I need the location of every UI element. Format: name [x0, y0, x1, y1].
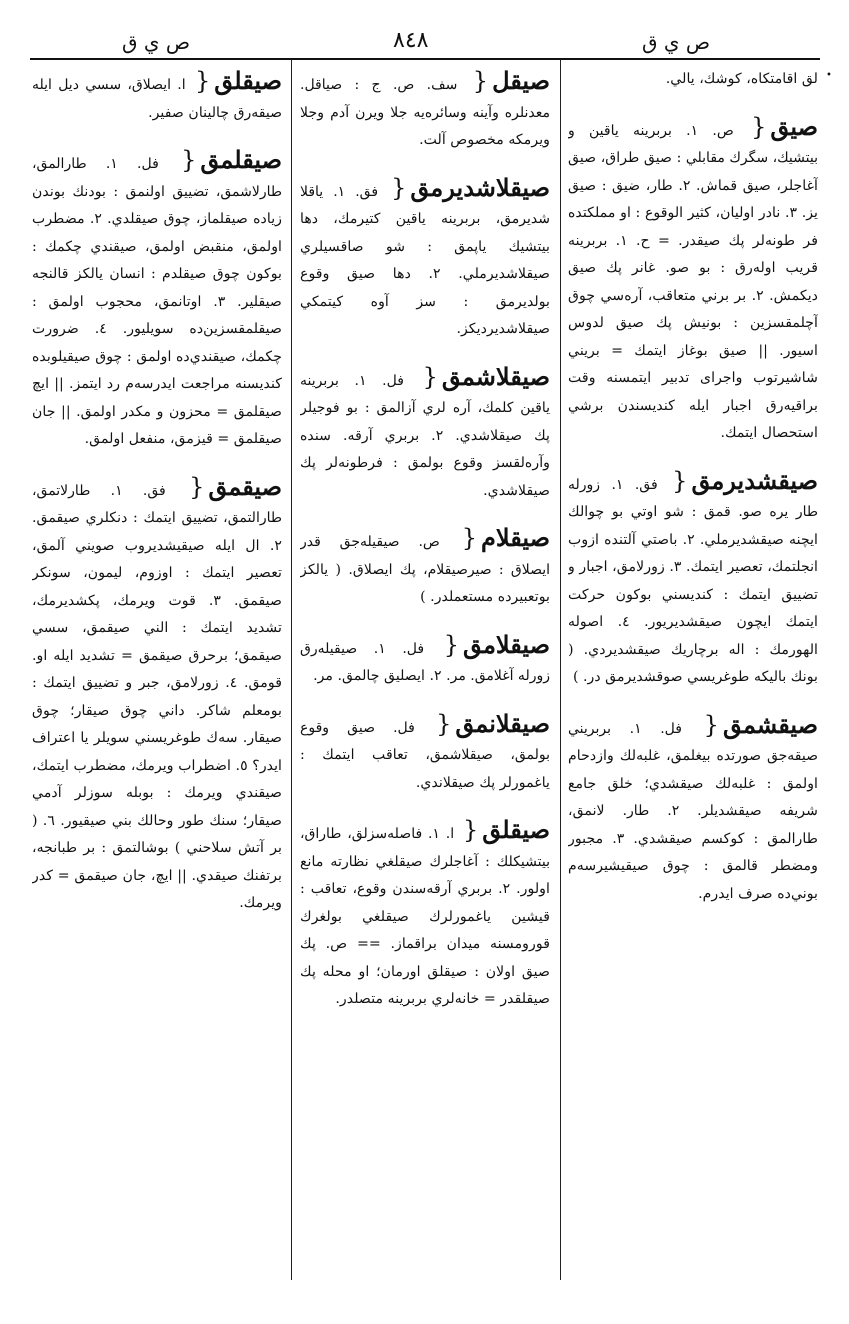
entry-intro: سف. ص. ج : صياقل. معدنلره وآينه وسائره‌يه — [300, 77, 550, 121]
entry-intro: فل. ١. بربرينه ياقين كلمك، آره — [300, 372, 550, 416]
brace-mark: { — [462, 816, 479, 844]
dictionary-entry — [300, 66, 550, 155]
entry-text: ايتمك : دنكلري صيقمق. ٢. ال ايله صيقيشديروب صويني آلمق، تعصير ايتمك : اوزوم، ليمون، سونكر صيقمق. ٣. قوت ويرمك، پكشديرمك، تشديد ايتمك : الني صيقمق، سسي صيقمق؛ برحرق صيقمق = تشديد ايله او. قومق. ٤. زورلامق، جبر و تضييق ايتمك : بومعلم شاكر. داني چوق صيقار؛ چوق صيقار. سه‌ك طوغريسني سويلر يا اعتراف ايدر؟ ٥. اضطراب ويرمك، مضطرب ايتمك، صيقندي ويرمك : بوبله سوزلر آدمي صيقار؛ سنك طور وحالك بني صيقيور. ٦. ( بر آتش سلاحني ) بوشالتمق : بر طبانجه، برتفنك صيقدي. || ايچ، جان صيقمق = كدر ويرمك. — [32, 510, 282, 911]
dictionary-entry — [300, 815, 550, 1014]
column-right — [568, 66, 818, 1296]
entry-text: تعاقب ايتمك : ياغمورلر پك صيقلاندي. — [300, 747, 550, 791]
entry-headword: صيقلاشديرمق — [410, 172, 550, 202]
entry-intro: ص. صيقيله‌جق قدر ايصلاق : صيرصيقلام، — [300, 534, 550, 578]
brace-mark: { — [194, 67, 211, 95]
entry-headword: صيقلمق — [200, 145, 282, 174]
dictionary-entry — [300, 630, 550, 691]
entry-text: پك ايصلاق. ( يالكز بوتعبيرده مستعملدر. ) — [300, 561, 550, 605]
brace-mark: { — [189, 472, 205, 501]
brace-mark: { — [436, 709, 452, 738]
entry-intro: ا. ايصلاق، سسي ديل ايله صيقه‌رق — [32, 77, 282, 121]
entry-headword: صيقلق — [482, 815, 550, 844]
brace-mark: { — [422, 362, 438, 391]
entry-text: بربرينه ياقين كتيرمك، دها بيتشيك ياپمق : شو صاقسيلري صيقلاشديرملي. ٢. دها صيق وقوع بولديرمق : سز آوه كيتمكي صيقلاشديرديكز. — [300, 211, 550, 337]
brace-mark: { — [181, 146, 197, 174]
entry-headword: صيقلام — [481, 523, 550, 552]
entry-headword: صيق — [770, 111, 818, 141]
dictionary-entry — [568, 112, 818, 448]
entry-intro: فق. ١. زورله طار يره صو. — [568, 476, 818, 520]
brace-mark: { — [461, 524, 478, 552]
dictionary-entry — [568, 466, 818, 692]
entry-headword: صيقل — [492, 66, 550, 95]
entry-intro: فق. ١. طارلاتمق، طارالتمق، تضييق — [32, 482, 282, 526]
column-left — [32, 66, 282, 1296]
dictionary-entry — [300, 523, 550, 612]
entry-headword: صيقلق — [214, 66, 282, 95]
entry-text: لق اقامتكاه، كوشك، يالي. — [665, 71, 818, 87]
entry-text: صيق طراق، صيق آغاجلر، صيق قماش. ٢. طار، ضيق : صيق يز. ٣. نادر اوليان، كثير الوقوع : او مملكتده فر طونه‌لر پك صيقدر. = ح. ١. بربرينه قريب اوله‌رق : بو صو. غانر پك صيق ديكمش. ٢. بر برني متعاقب، آره‌سي چوق آچلمقسزين : بونيش پك صيق لدوس اسيور. || صيق بوغاز ايتمك = بريني شاشيرتوب واجراى تدبير ايتمسنه وقت براقيه‌رق اجبار ايله كنديسندن برشي استحصال ايتمك. — [568, 150, 818, 441]
column-divider-left — [291, 60, 292, 1280]
dictionary-entry — [300, 709, 550, 798]
dictionary-entry — [32, 66, 282, 127]
brace-mark: { — [391, 173, 407, 202]
entry-intro: فل. ١. طارالمق، طارلاشمق، تضييق — [32, 156, 282, 200]
brace-mark: { — [443, 630, 460, 659]
entry-text: بيغلمق، غلبه‌لك وازدحام اولمق : غلبه‌لك صيقشدي؛ خلق جامع شريفه صيقشديلر. ٢. طار. لانمق، طارالمق : كوكسم صيقشدي. ٣. مجبور ومضطر قالمق : چوق صيقيشيرسه‌م بوني‌ده صرف ايدرم. — [568, 748, 818, 902]
brace-mark: { — [751, 112, 767, 141]
dictionary-entry — [568, 66, 818, 94]
entry-headword: صيقلامق — [463, 629, 550, 659]
dictionary-entry — [32, 145, 282, 454]
brace-mark: { — [703, 710, 719, 739]
dictionary-entry — [568, 710, 818, 909]
brace-mark: { — [672, 466, 688, 495]
entry-intro: فق. ١. ياقلا شديرمق، — [300, 183, 550, 227]
entry-intro: ا. ١. فاصله‌سزلق، طاراق، بيتشيكلك : — [300, 826, 550, 870]
entry-intro: فل. صيق وقوع بولمق، صيقلاشمق، — [300, 719, 550, 763]
column-middle — [300, 66, 550, 1296]
guide-word-left: ص ي ق — [122, 30, 191, 54]
entry-intro: فل. ١. صيقيله‌رق زورله آغلامق. مر. — [300, 640, 550, 684]
dictionary-entry — [300, 362, 550, 506]
entry-text: اولنمق : بودنك بوندن زياده صيقلماز، چوق صيقلدي. ٢. مضطرب اولمق، منقبض اولمق، صيقندي چكمك : بوكون چوق صيقلدم : انسان يالكز قالنجه صيقلير. ٣. اوتانمق، محجوب اولمق : صيقلمقسزين‌ده سويليور. ٤. ضرورت چكمك، صيقندي‌ده اولمق : چوق صيقيلوبده كنديسنه مراجعت ايدرسه‌م رد ايتمز. || ايچ صيقلمق = محزون و مكدر اولمق. || جان صيقلمق = قيزمق، منفعل اولمق. — [32, 183, 282, 447]
entry-text: قمق : شو اوتي بو چوالك ايچنه صيقشديرملي. ٢. باصتي آلتنده ازوب انجلتمك، تعصير ايتمك. ٣. زورلامق، اجبار و تضييق ايتمك : كنديسني بوكون حركت ايتمك ايچون صيقشديريور. ٤. اصوله الهورمك : اله برچاريك صيقشديردي. ( بونك باليكه طوغريسي صوقشديرمق در. ) — [568, 504, 818, 685]
header-rule — [30, 58, 820, 60]
brace-mark: { — [472, 67, 489, 95]
entry-headword: صيقلانمق — [455, 708, 550, 738]
entry-text: آغاجلرك صيقلغي نظارته مانع اولور. ٢. بربري آرقه‌سندن وقوع، تعاقب : قيشين ياغمورلرك صيقلغي بولغرك قورومسنه ميدان براقماز. == ص. پك صيق اولان : صيقلق اورمان؛ او محله پك صيقلقدر = خانه‌لري بربرينه متصلدر. — [300, 853, 550, 1007]
page-number: ٨٤٨ — [393, 28, 429, 53]
entry-headword: صيقشديرمق — [691, 465, 818, 495]
entry-intro: فل. ١. بربريني صيقه‌جق صورتده — [568, 720, 818, 764]
entry-text: چالينان صفير. — [148, 104, 230, 121]
dictionary-entry — [300, 173, 550, 344]
entry-text: لري آزالمق : بو فوجيلر پك صيقلاشدي. ٢. بربري آرقه. سنده وآره‌لقسز وقوع بولمق : فرطونه‌لر پك صيقلاشدي. — [300, 400, 550, 499]
dictionary-entry — [32, 472, 282, 918]
column-divider-right — [560, 60, 561, 1280]
entry-text: ٢. ايصليق چالمق. مر. — [313, 668, 442, 684]
entry-text: جلا ويرن آدم وجلا ويرمكه مخصوص آلت. — [300, 104, 550, 148]
entry-headword: صيقلاشمق — [441, 361, 550, 391]
entry-headword: صيقمق — [208, 471, 282, 501]
entry-intro: ص. ١. بربرينه ياقين و بيتشيك، سگرك مقابلي : — [568, 122, 818, 166]
guide-word-right: ص ي ق — [642, 30, 711, 54]
entry-headword: صيقشمق — [722, 709, 818, 739]
margin-mark: • — [826, 70, 832, 81]
